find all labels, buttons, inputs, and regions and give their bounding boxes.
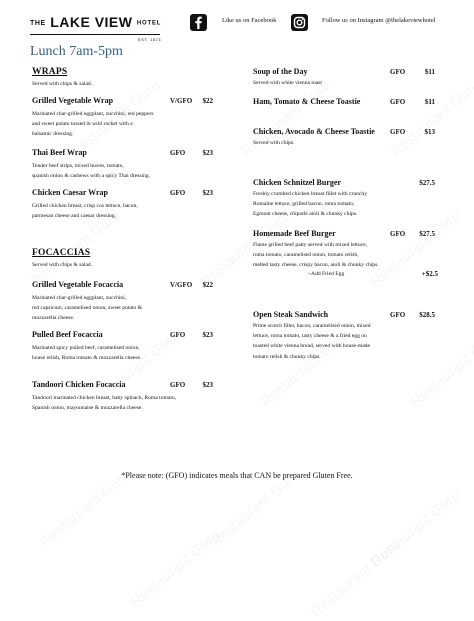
item-name: Grilled Vegetable Wrap [32, 96, 114, 105]
watermark-text [308, 536, 404, 620]
watermark-text [128, 526, 224, 610]
item-desc: Served with chips. [253, 140, 295, 146]
menu-item [253, 97, 438, 106]
item-price: $22 [202, 97, 213, 105]
menu-item [253, 178, 438, 220]
lunch-heading: Lunch 7am-5pm [30, 44, 123, 59]
focaccias-heading: FOCACCIAS [32, 248, 91, 258]
item-tag: GFO [170, 149, 186, 157]
item-name: Chicken, Avocado & Cheese Toastie [253, 127, 375, 136]
logo-main: LAKE VIEW [50, 14, 133, 30]
menu-item [32, 148, 216, 181]
item-tag: GFO [390, 311, 406, 319]
item-name: Tandoori Chicken Focaccia [32, 380, 126, 389]
item-name: Open Steak Sandwich [253, 310, 329, 319]
item-price: $11 [424, 98, 435, 106]
item-price: $22 [202, 281, 213, 289]
item-name: Pulled Beef Focaccia [32, 330, 103, 339]
item-name: Grilled Vegetable Focaccia [32, 280, 124, 289]
facebook-text[interactable]: Like us on Facebook [222, 17, 277, 24]
item-tag: GFO [170, 381, 186, 389]
item-desc: Tender beef strips, mixed leaves, tomato, spanish onion & cashews with a spicy Thai dressing. [32, 163, 151, 180]
menu-item [32, 380, 216, 413]
item-tag: V/GFO [170, 281, 193, 289]
menu-item [253, 229, 438, 271]
wraps-subtitle: Served with chips & salad. [32, 81, 93, 87]
item-tag: V/GFO [170, 97, 193, 105]
logo-hotel: HOTEL [136, 20, 162, 27]
addon-label: ~Add Fried Egg [308, 271, 345, 277]
item-price: $23 [202, 189, 213, 197]
wraps-heading: WRAPS [32, 67, 68, 77]
item-desc: Grilled chicken breast, crisp cos lettuce, bacon, parmesan cheese and caesar dressing. [32, 203, 138, 220]
addon-price: +$2.5 [421, 270, 438, 278]
item-tag: GFO [390, 68, 406, 76]
menu-item [32, 188, 216, 221]
item-desc: Served with white vienna toast [253, 80, 322, 86]
logo-est: EST. 1873 [138, 37, 161, 42]
instagram-text[interactable]: Follow us on Instagram @thelakeviewhotel [322, 17, 436, 24]
item-price: $11 [424, 68, 435, 76]
item-name: Chicken Schnitzel Burger [253, 178, 341, 187]
menu-item [32, 96, 216, 140]
item-tag: GFO [170, 331, 186, 339]
item-desc: Marinated char-grilled eggplant, zucchini, red capsicum, caramelised onion, sweet potato & mozzarella cheese. [32, 295, 142, 322]
menu-item [32, 280, 216, 324]
instagram-icon[interactable] [291, 14, 308, 31]
item-price: $23 [202, 331, 213, 339]
menu-item [32, 330, 216, 363]
item-desc: Flame grilled beef patty served with mixed lettuce, roma tomato, caramelised onion, tomato relish, melted tasty cheese, crispy bacon, aioli & chunky chips. [253, 242, 379, 269]
item-name: Thai Beef Wrap [32, 148, 87, 157]
item-tag: GFO [390, 230, 406, 238]
item-price: $28.5 [419, 311, 435, 319]
item-desc: Marinated spicy pulled beef, caramelised onion, house relish, Roma tomato & mozzarella cheese. [32, 345, 142, 362]
gluten-free-note: *Please note: (GFO) indicates meals that CAN be prepared Gluten Free. [121, 471, 353, 480]
menu-item [253, 127, 438, 148]
logo-the: THE [30, 19, 46, 27]
hotel-logo [30, 14, 166, 48]
item-name: Ham, Tomato & Cheese Toastie [253, 97, 361, 106]
item-price: $23 [202, 381, 213, 389]
item-tag: GFO [170, 189, 186, 197]
item-name: Soup of the Day [253, 67, 308, 76]
item-desc: Marinated char-grilled eggplant, zucchini, red peppers and sweet potato tossed in wild rocket with a balsamic dressing. [32, 111, 154, 138]
item-name: Homemade Beef Burger [253, 229, 336, 238]
item-tag: GFO [390, 128, 406, 136]
facebook-icon[interactable] [190, 14, 207, 31]
item-desc: Prime scotch fillet, bacon, caramelised onion, mixed lettuce, roma tomato, tasty cheese & a fried egg on toasted white vienna bread, served with house-made tomato relish & chunky chips. [253, 323, 371, 360]
menu-item [253, 67, 438, 88]
focaccias-subtitle: Served with chips & salad. [32, 262, 93, 268]
item-desc: Tandoori marinated chicken breast, baby spinach, Roma tomato, Spanish onion, mayonnaise & mozzarella cheese. [32, 395, 177, 412]
item-desc: Freshly crumbed chicken breast fillet with crunchy Romaine lettuce, grilled bacon, roma tomato, Egmont cheese, chipotle aioli & chunky chips. [253, 191, 368, 218]
item-price: $27.5 [419, 230, 435, 238]
item-price: $13 [424, 128, 435, 136]
item-tag: GFO [390, 98, 406, 106]
item-name: Chicken Caesar Wrap [32, 188, 109, 197]
item-price: $23 [202, 149, 213, 157]
menu-item [253, 310, 438, 362]
logo-divider [30, 34, 160, 35]
item-price: $27.5 [419, 179, 435, 187]
